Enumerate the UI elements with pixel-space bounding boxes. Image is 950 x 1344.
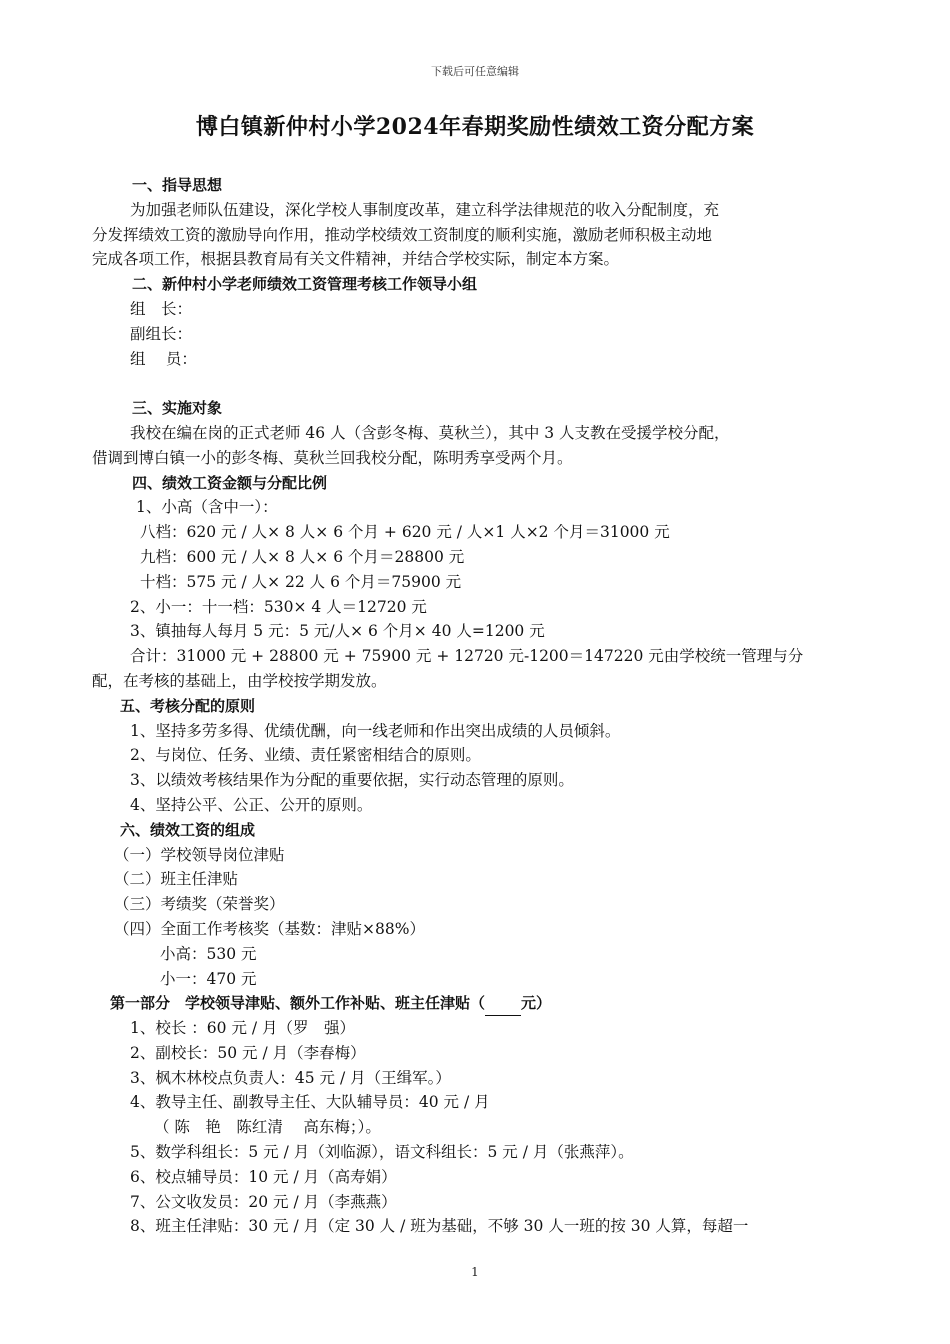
list-item: 5、数学科组长：5 元 / 月（刘临源），语文科组长：5 元 / 月（张燕萍）。 (130, 1143, 634, 1162)
vice-leader-line: 副组长： (130, 324, 193, 343)
list-item: 1、小高（含中一）： (136, 498, 278, 517)
section-heading: 一、指导思想 (132, 176, 223, 194)
list-item: 1、坚持多劳多得、优绩优酬，向一线老师和作出突出成绩的人员倾斜。 (130, 721, 621, 740)
list-item: （二）班主任津贴 (114, 870, 239, 889)
list-item: 6、校点辅导员：10 元 / 月（高寿娟） (130, 1167, 397, 1186)
list-item: 8、班主任津贴：30 元 / 月（定 30 人 / 班为基础，不够 30 人一班的按 30 人算，每超一 (130, 1217, 749, 1236)
section-heading: 二、新仲村小学老师绩效工资管理考核工作领导小组 (132, 275, 478, 294)
blank-underline (485, 998, 521, 1016)
list-item: 小高：530 元 (160, 944, 257, 963)
header-note: 下载后可任意编辑 (431, 65, 519, 78)
list-item: 3、以绩效考核结果作为分配的重要依据，实行动态管理的原则。 (130, 771, 574, 790)
list-item: 2、副校长：50 元 / 月（李春梅） (130, 1043, 366, 1062)
paragraph-line: 借调到博白镇一小的彭冬梅、莫秋兰回我校分配，陈明秀享受两个月。 (92, 448, 573, 467)
list-item: 7、公文收发员：20 元 / 月（李燕燕） (130, 1192, 397, 1211)
blank-line (92, 371, 864, 396)
section-heading: 四、绩效工资金额与分配比例 (132, 473, 328, 492)
document-title: 博白镇新仲村小学2024年春期奖励性绩效工资分配方案 (195, 114, 755, 140)
part-heading-unit: 元） (521, 994, 552, 1013)
list-item: （四）全面工作考核奖（基数：津贴×88%） (114, 919, 425, 938)
paragraph-line: 为加强老师队伍建设，深化学校人事制度改革，建立科学法律规范的收入分配制度，充 (130, 200, 720, 219)
list-item: 3、枫木林校点负责人：45 元 / 月（王缉军。） (130, 1068, 451, 1087)
list-item: 4、坚持公平、公正、公开的原则。 (130, 795, 373, 814)
list-item: （一）学校领导岗位津贴 (114, 845, 285, 864)
section-heading: 三、实施对象 (132, 399, 223, 418)
member-line: 组 员： (130, 349, 197, 368)
list-item: 3、镇抽每人每月 5 元：5 元/人× 6 个月× 40 人=1200 元 (130, 622, 545, 641)
paragraph-line: 分发挥绩效工资的激励导向作用，推动学校绩效工资制度的顺利实施，激励老师积极主动地 (92, 225, 713, 244)
paragraph-line: 完成各项工作，根据县教育局有关文件精神，并结合学校实际，制定本方案。 (92, 250, 620, 269)
paragraph-line: 配，在考核的基础上，由学校按学期发放。 (92, 671, 387, 690)
list-item: 1、校长 ：60 元 / 月（罗 强） (130, 1019, 356, 1038)
list-item: 4、教导主任、副教导主任、大队辅导员：40 元 / 月 (130, 1093, 490, 1112)
part-heading (92, 991, 864, 1016)
section-heading: 五、考核分配的原则 (120, 696, 256, 715)
leader-line: 组 长： (130, 299, 193, 318)
list-item: 小一：470 元 (160, 969, 257, 988)
list-item: （三）考绩奖（荣誉奖） (114, 895, 285, 914)
section-heading: 六、绩效工资的组成 (120, 820, 256, 839)
list-item: 2、小一：十一档：530× 4 人＝12720 元 (130, 597, 427, 616)
part-heading-text: 第一部分 学校领导津贴、额外工作补贴、班主任津贴（ (110, 994, 486, 1013)
page-number: 1 (471, 1265, 479, 1279)
list-item: 八档：620 元 / 人× 8 人× 6 个月 + 620 元 / 人×1 人×2 个月＝31000 元 (140, 523, 670, 542)
document-body (92, 173, 864, 1239)
list-item: 九档：600 元 / 人× 8 人× 6 个月＝28800 元 (140, 547, 465, 566)
list-item: 十档：575 元 / 人× 22 人 6 个月＝75900 元 (140, 572, 462, 591)
list-item: （ 陈 艳 陈红清 高东梅；）。 (154, 1118, 381, 1137)
paragraph-line: 我校在编在岗的正式老师 46 人（含彭冬梅、莫秋兰），其中 3 人支教在受援学校分配， (130, 423, 730, 442)
paragraph-line: 合计：31000 元 + 28800 元 + 75900 元 + 12720 元-1200＝147220 元由学校统一管理与分 (130, 647, 804, 666)
list-item: 2、与岗位、任务、业绩、责任紧密相结合的原则。 (130, 746, 481, 765)
